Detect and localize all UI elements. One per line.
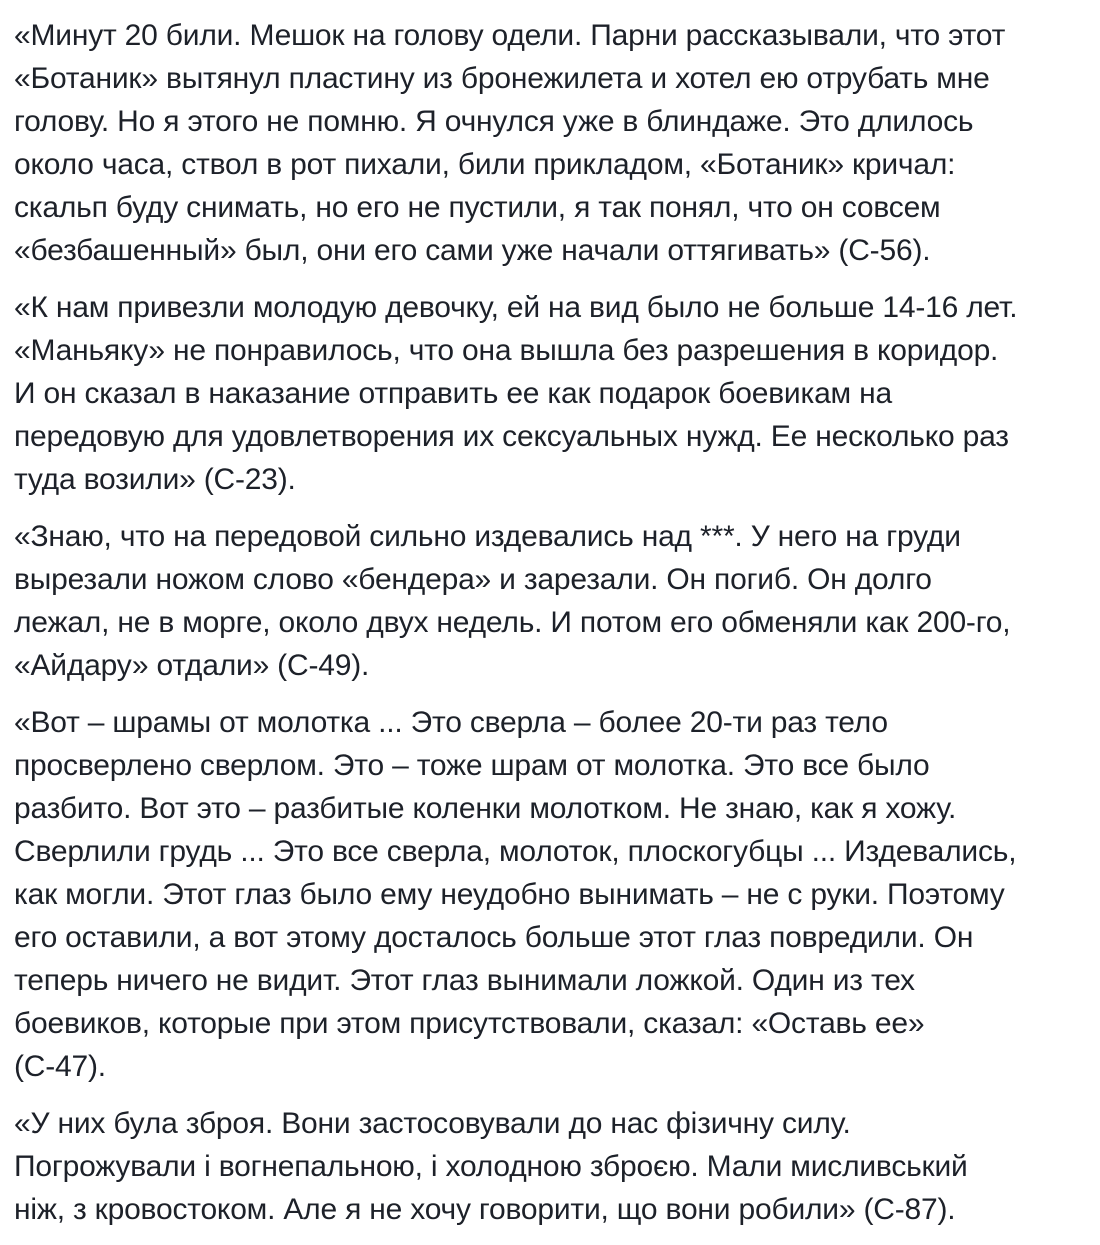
text-line: «Маньяку» не понравилось, что она вышла без разрешения в коридор. bbox=[14, 334, 999, 367]
quote-paragraph-4 bbox=[14, 701, 1090, 1088]
text-line: просверлено сверлом. Это – тоже шрам от молотка. Это все было bbox=[14, 749, 930, 782]
text-line: Сверлили грудь ... Это все сверла, молоток, плоскогубцы ... Издевались, bbox=[14, 835, 1017, 868]
text-line: «У них була зброя. Вони застосовували до нас фізичну силу. bbox=[14, 1107, 851, 1140]
quote-paragraph-5 bbox=[14, 1102, 1090, 1231]
text-line: И он сказал в наказание отправить ее как подарок боевикам на bbox=[14, 377, 892, 410]
quote-paragraph-3 bbox=[14, 515, 1090, 687]
text-line: как могли. Этот глаз было ему неудобно вынимать – не с руки. Поэтому bbox=[14, 878, 1005, 911]
text-line: «Ботаник» вытянул пластину из бронежилета и хотел ею отрубать мне bbox=[14, 62, 990, 95]
text-line: теперь ничего не видит. Этот глаз вынимали ложкой. Один из тех bbox=[14, 964, 915, 997]
text-line: «безбашенный» был, они его сами уже начали оттягивать» (С-56). bbox=[14, 234, 931, 267]
text-line: «Знаю, что на передовой сильно издевались над ***. У него на груди bbox=[14, 520, 961, 553]
text-line: ніж, з кровостоком. Але я не хочу говорити, що вони робили» (С-87). bbox=[14, 1193, 956, 1226]
document-body bbox=[14, 14, 1090, 1245]
text-line: скальп буду снимать, но его не пустили, я так понял, что он совсем bbox=[14, 191, 941, 224]
text-line: около часа, ствол в рот пихали, били прикладом, «Ботаник» кричал: bbox=[14, 148, 956, 181]
text-line: его оставили, а вот этому досталось больше этот глаз повредили. Он bbox=[14, 921, 974, 954]
text-line: вырезали ножом слово «бендера» и зарезали. Он погиб. Он долго bbox=[14, 563, 932, 596]
text-line: разбито. Вот это – разбитые коленки молотком. Не знаю, как я хожу. bbox=[14, 792, 957, 825]
text-line: передовую для удовлетворения их сексуальных нужд. Ее несколько раз bbox=[14, 420, 1009, 453]
text-line: «Вот – шрамы от молотка ... Это сверла – более 20-ти раз тело bbox=[14, 706, 888, 739]
text-line: «К нам привезли молодую девочку, ей на вид было не больше 14-16 лет. bbox=[14, 291, 1018, 324]
text-line: голову. Но я этого не помню. Я очнулся уже в блиндаже. Это длилось bbox=[14, 105, 974, 138]
quote-paragraph-1 bbox=[14, 14, 1090, 272]
text-line: Погрожували і вогнепальною, і холодною зброєю. Мали мисливський bbox=[14, 1150, 968, 1183]
text-line: «Айдару» отдали» (С-49). bbox=[14, 649, 370, 682]
text-line: (С-47). bbox=[14, 1050, 106, 1083]
text-line: «Минут 20 били. Мешок на голову одели. Парни рассказывали, что этот bbox=[14, 19, 1006, 52]
text-line: боевиков, которые при этом присутствовали, сказал: «Оставь ее» bbox=[14, 1007, 925, 1040]
text-line: туда возили» (С-23). bbox=[14, 463, 296, 496]
quote-paragraph-2 bbox=[14, 286, 1090, 501]
text-line: лежал, не в морге, около двух недель. И потом его обменяли как 200-го, bbox=[14, 606, 1011, 639]
